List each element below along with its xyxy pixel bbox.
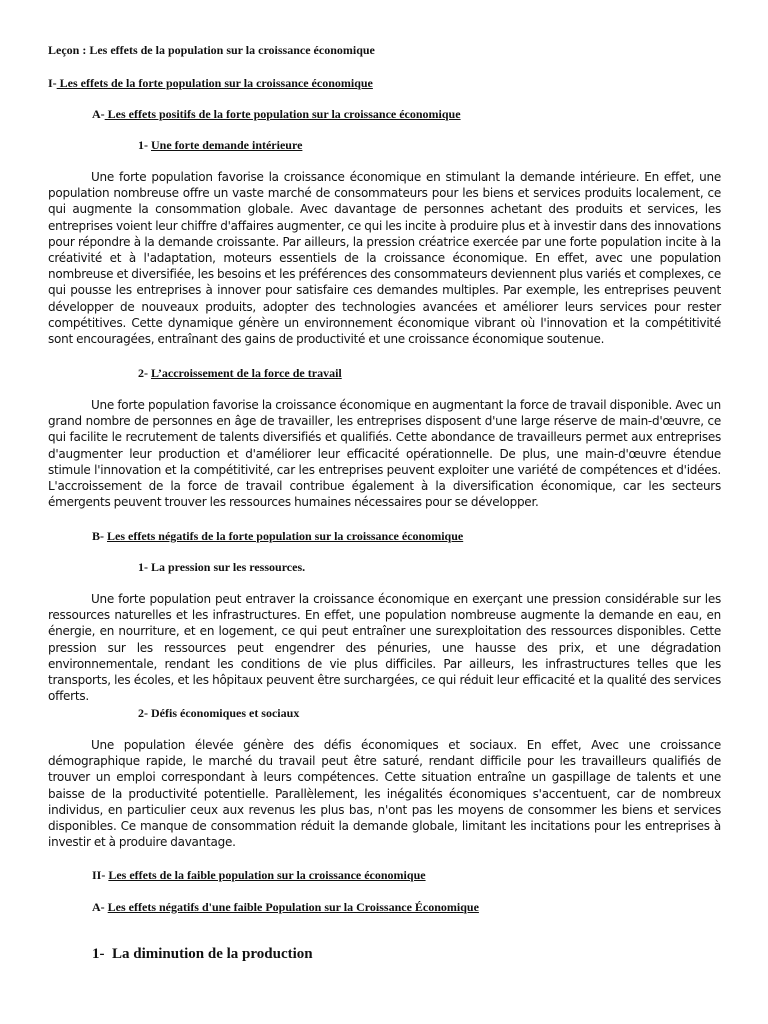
heading-part-1-a-label: Les effets positifs de la forte population sur la croissance économique [104,107,461,121]
heading-part-1-number: I- [48,76,57,90]
heading-part-2-a-label: Les effets négatifs d'une faible Population sur la Croissance Économique [107,900,479,914]
heading-part-1-a [92,107,461,121]
heading-part-2-a-number: A- [92,900,105,914]
heading-part-1-b-label: Les effets négatifs de la forte population sur la croissance économique [107,529,464,543]
paragraph-pression-ressources: Une forte population peut entraver la croissance économique en exerçant une pression considérable sur les ressources naturelles et les infrastructures. En effet, une population nombreuse augmente la demande en eau, en énergie, en nourriture, et en logement, ce qui peut entraîner une surexploitation des ressources disponibles. Cette pression sur les ressources peut engendrer des pénuries, une hausse des prix, et une dégradation environnementale, rendant les conditions de vie plus difficiles. Par ailleurs, les infrastructures telles que les transports, les écoles, et les hôpitaux peuvent être surchargées, ce qui réduit leur efficacité et la qualité des services offerts. [48,592,721,704]
heading-1b-1: 1- La pression sur les ressources. [138,560,306,574]
heading-1a-2-label: L’accroissement de la force de travail [151,366,342,380]
heading-part-1-b-number: B- [92,529,104,543]
heading-part-1-b [92,529,463,543]
heading-part-2-label: Les effets de la faible population sur la croissance économique [108,868,426,882]
heading-1a-1-label: Une forte demande intérieure [151,138,303,152]
heading-2a-1-number: 1- [92,946,105,962]
heading-part-2 [92,868,426,882]
heading-part-1 [48,76,373,90]
heading-2a-1-label: La diminution de la production [112,946,313,962]
heading-part-2-a [92,900,479,914]
heading-1a-1 [138,138,302,152]
heading-part-1-a-number: A- [92,107,105,121]
heading-1a-2-number: 2- [138,366,151,380]
heading-2a-1 [92,945,313,963]
heading-1a-2 [138,366,342,380]
heading-part-1-label: Les effets de la forte population sur la croissance économique [56,76,373,90]
paragraph-demande-interieure: Une forte population favorise la croissance économique en stimulant la demande intérieure. En effet, une population nombreuse offre un vaste marché de consommateurs pour les biens et services produits localement, ce qui augmente la consommation globale. Avec davantage de personnes achetant des produits et services, les entreprises voient leur chiffre d'affaires augmenter, ce qui les incite à produire plus et à investir dans des innovations pour répondre à la demande croissante. Par ailleurs, la pression créatrice exercée par une forte population incite à la créativité et à l'adaptation, moteurs essentiels de la croissance économique. En effet, avec une population nombreuse et diversifiée, les besoins et les préférences des consommateurs deviennent plus variés et complexes, ce qui pousse les entreprises à innover pour satisfaire ces demandes multiples. Par exemple, les entreprises peuvent développer de nouveaux produits, adopter des technologies avancées et améliorer leurs services pour rester compétitives. Cette dynamique génère un environnement économique vibrant où l'innovation et la compétitivité sont encouragées, entraînant des gains de productivité et une croissance économique soutenue. [48,170,721,347]
paragraph-defis-economiques: Une population élevée génère des défis économiques et sociaux. En effet, Avec une croissance démographique rapide, le marché du travail peut être saturé, rendant difficile pour les travailleurs qualifiés de trouver un emploi correspondant à leurs compétences. Cette situation entraîne un gaspillage de talents et une baisse de la productivité potentielle. Parallèlement, les inégalités économiques s'accentuent, car de nombreux individus, en particulier ceux aux revenus les plus bas, n'ont pas les moyens de consommer les biens et services disponibles. Ce manque de consommation réduit la demande globale, limitant les incitations pour les entreprises à investir et à produire davantage. [48,738,721,850]
lesson-title: Leçon : Les effets de la population sur la croissance économique [48,43,375,57]
heading-1b-2: 2- Défis économiques et sociaux [138,706,300,720]
paragraph-force-de-travail: Une forte population favorise la croissance économique en augmentant la force de travail disponible. Avec un grand nombre de personnes en âge de travailler, les entreprises disposent d'une large réserve de main-d'œuvre, ce qui facilite le recrutement de talents diversifiés et qualifiés. Cette abondance de travailleurs permet aux entreprises d'augmenter leur production et d'améliorer leur efficacité opérationnelle. De plus, une main-d'œuvre étendue stimule l'innovation et la compétitivité, car les entreprises peuvent exploiter une variété de compétences et d'idées. L'accroissement de la force de travail contribue également à la diversification économique, car les secteurs émergents peuvent trouver les ressources humaines nécessaires pour se développer. [48,398,721,510]
heading-part-2-number: II- [92,868,106,882]
heading-1a-1-number: 1- [138,138,151,152]
